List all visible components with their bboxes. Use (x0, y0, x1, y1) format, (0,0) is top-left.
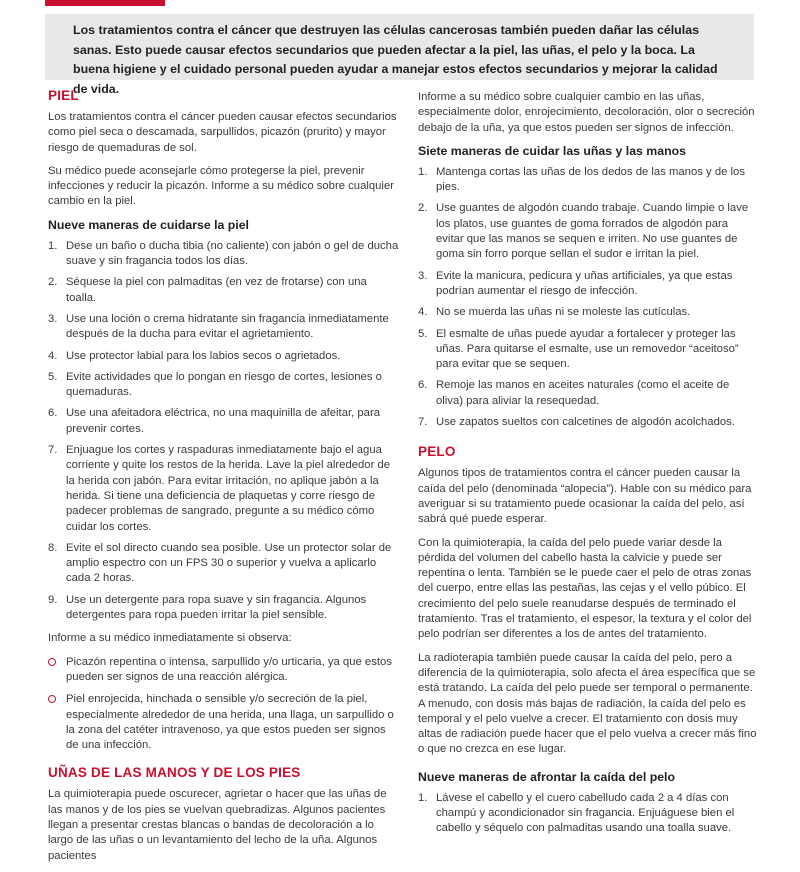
paragraph: Informe a su médico sobre cualquier cambio en las uñas, especialmente dolor, enrojecimiento, decoloración, olor o secreción debajo de la uña, ya que estos pueden ser signos de infección. (418, 91, 755, 134)
list-number: 1. (48, 239, 58, 252)
list-number: 9. (48, 593, 58, 606)
list-text: Picazón repentina o intensa, sarpullido y/o urticaria, ya que estos pueden ser signos de una reacción alérgica. (66, 655, 392, 683)
paragraph: Su médico puede aconsejarle cómo protegerse la piel, prevenir infecciones y reducir la picazón. Informe a su médico sobre cualquier cambio en la piel. (48, 164, 394, 208)
header-accent-bar (45, 0, 165, 6)
list-item (48, 370, 400, 401)
list-item (48, 275, 400, 306)
section-heading-unas: UÑAS DE LAS MANOS Y DE LOS PIES (48, 765, 301, 781)
list-item (418, 791, 758, 837)
section-heading-pelo: PELO (418, 444, 456, 460)
subheading-pelo: Nueve maneras de afrontar la caída del pelo (418, 769, 675, 784)
paragraph: Algunos tipos de tratamientos contra el cáncer pueden causar la caída del pelo (denominada “alopecia”). Hable con su médico para averiguar si su tratamiento puede ocasionar la caída del pelo, así sabrá qué puede esperar. (418, 467, 752, 526)
left-column (48, 88, 400, 872)
paragraph: La quimioterapia puede oscurecer, agrietar o hacer que las uñas de las manos y de los pies se vuelvan quebradizas. Algunos pacientes llegan a presentar crestas blancas o bandas de decoloración a lo largo de las uñas o un levantamiento del lecho de la uña. Algunos pacientes (48, 788, 387, 862)
list-number: 3. (48, 312, 58, 325)
list-number: 1. (418, 165, 428, 178)
numbered-list-unas (418, 165, 758, 430)
list-item (48, 443, 400, 535)
list-item (48, 239, 400, 270)
paragraph: Los tratamientos contra el cáncer pueden causar efectos secundarios como piel seca o descamada, sarpullidos, picazón (prurito) y mayor riesgo de quemaduras de sol. (48, 111, 397, 154)
list-number: 1. (418, 791, 428, 804)
list-item (48, 541, 400, 587)
list-number: 7. (418, 416, 428, 429)
list-number: 6. (418, 379, 428, 392)
intro-text: Los tratamientos contra el cáncer que destruyen las células cancerosas también pueden dañar las células sanas. Esto puede causar efectos secundarios que pueden afectar a la piel, las uñas, el pelo y la boca. La buena higiene y el cuidado personal pueden ayudar a manejar estos efectos secundarios y mejorar la calidad de vida. (73, 23, 718, 96)
list-item (418, 305, 758, 320)
list-text: Evite el sol directo cuando sea posible. Use un protector solar de amplio espectro con un FPS 30 o superior y vuelva a aplicarlo cada 2 horas. (66, 541, 392, 585)
numbered-list-pelo (418, 791, 758, 837)
list-number: 6. (48, 407, 58, 420)
list-text: Evite actividades que lo pongan en riesgo de cortes, lesiones o quemaduras. (66, 370, 382, 399)
list-text: Lávese el cabello y el cuero cabelludo cada 2 a 4 días con champú y acondicionador sin fragancia. Enjuáguese bien el cabello y séquelo con palmaditas usando una toalla suave. (436, 791, 735, 835)
list-item (48, 655, 400, 686)
list-text: Use un detergente para ropa suave y sin fragancia. Algunos detergentes para ropa pueden irritar la piel sensible. (66, 593, 367, 622)
bullet-circle-icon (48, 695, 56, 703)
paragraph: La radioterapia también puede causar la caída del pelo, pero a diferencia de la quimioterapia, solo afecta el área específica que se está tratando. La caída del pelo puede ser temporal o permanente. A menudo, con dosis más bajas de radiación, la caída del pelo es temporal y el pelo vuelve a crecer. El tratamiento con dosis muy altas de radiación puede hacer que el pelo vuelva a crecer más fino o que no crezca en ese lugar. (418, 651, 757, 756)
list-number: 3. (418, 269, 428, 282)
list-item (48, 312, 400, 343)
list-number: 5. (48, 370, 58, 383)
list-text: No se muerda las uñas ni se moleste las cutículas. (436, 306, 691, 319)
numbered-list-piel (48, 239, 400, 624)
list-number: 5. (418, 327, 428, 340)
list-item (48, 406, 400, 437)
list-number: 4. (418, 306, 428, 319)
intro-box (45, 14, 754, 96)
list-text: Dese un baño o ducha tibia (no caliente) con jabón o gel de ducha suave y sin fragancia todos los días. (66, 239, 399, 268)
list-number: 2. (48, 276, 58, 289)
list-text: Piel enrojecida, hinchada o sensible y/o secreción de la piel, especialmente alrededor de una herida, una llaga, un sarpullido o la zona del catéter intravenoso, ya que estos pueden ser signos de una infección. (66, 693, 394, 752)
right-column (418, 90, 758, 845)
list-item (48, 349, 400, 364)
paragraph: Con la quimioterapia, la caída del pelo puede variar desde la pérdida del volumen del cabello hasta la calvicie y puede ser repentina o lenta. También se le puede caer el pelo de otras zonas del cuerpo, entre ellas las pestañas, las cejas y el vello púbico. El crecimiento del pelo suele reanudarse después de terminado el tratamiento. Tras el tratamiento, el espesor, la textura y el color del pelo podrían ser diferentes a los de antes del tratamiento. (418, 536, 752, 641)
list-item (48, 692, 400, 753)
list-text: Use protector labial para los labios secos o agrietados. (66, 349, 341, 362)
list-text: Use guantes de algodón cuando trabaje. Cuando limpie o lave los platos, use guantes de goma forrados de algodón para evitar que las manos se sequen e irriten. No use guantes de goma sin forro porque sellan el sudor e irritan la piel. (436, 202, 749, 261)
subheading-piel: Nueve maneras de cuidarse la piel (48, 217, 249, 232)
list-text: Séquese la piel con palmaditas (en vez de frotarse) con una toalla. (66, 276, 367, 304)
list-number: 7. (48, 444, 58, 457)
list-text: Enjuague los cortes y raspaduras inmediatamente bajo el agua corriente y quite los restos de la herida. Lave la piel alrededor de la herida con jabón. Para evitar irritación, no aplique jabón a la herida. Si tiene una deficiencia de plaquetas y corre riesgo de padecer problemas de sangrado, pregunte a su médico cómo cuidar los cortes. (66, 444, 391, 533)
list-number: 2. (418, 202, 428, 215)
list-text: El esmalte de uñas puede ayudar a fortalecer y proteger las uñas. Para quitarse el esmalte, use un removedor “aceitoso” para evitar que se sequen. (436, 327, 739, 371)
section-heading-piel: PIEL (48, 88, 79, 103)
list-text: Use una afeitadora eléctrica, no una maquinilla de afeitar, para prevenir cortes. (66, 407, 381, 435)
list-text: Use una loción o crema hidratante sin fragancia inmediatamente después de la ducha para evitar el agrietamiento. (66, 312, 389, 341)
list-text: Use zapatos sueltos con calcetines de algodón acolchados. (436, 416, 735, 429)
list-item (48, 593, 400, 624)
list-text: Remoje las manos en aceites naturales (como el aceite de oliva) para aliviar la resequedad. (436, 379, 730, 407)
list-number: 4. (48, 349, 58, 362)
bullet-circle-icon (48, 658, 56, 666)
list-item (418, 269, 758, 300)
list-number: 8. (48, 541, 58, 554)
bullet-list-warnings (48, 655, 400, 754)
list-text: Mantenga cortas las uñas de los dedos de las manos y de los pies. (436, 165, 745, 194)
list-item (418, 327, 758, 373)
list-text: Evite la manicura, pedicura y uñas artificiales, ya que estas podrían aumentar el riesgo de infección. (436, 269, 733, 297)
subheading-unas: Siete maneras de cuidar las uñas y las manos (418, 143, 686, 158)
list-item (418, 415, 758, 430)
paragraph: Informe a su médico inmediatamente si observa: (48, 632, 292, 645)
list-item (418, 165, 758, 196)
list-item (418, 378, 758, 409)
list-item (418, 201, 758, 262)
